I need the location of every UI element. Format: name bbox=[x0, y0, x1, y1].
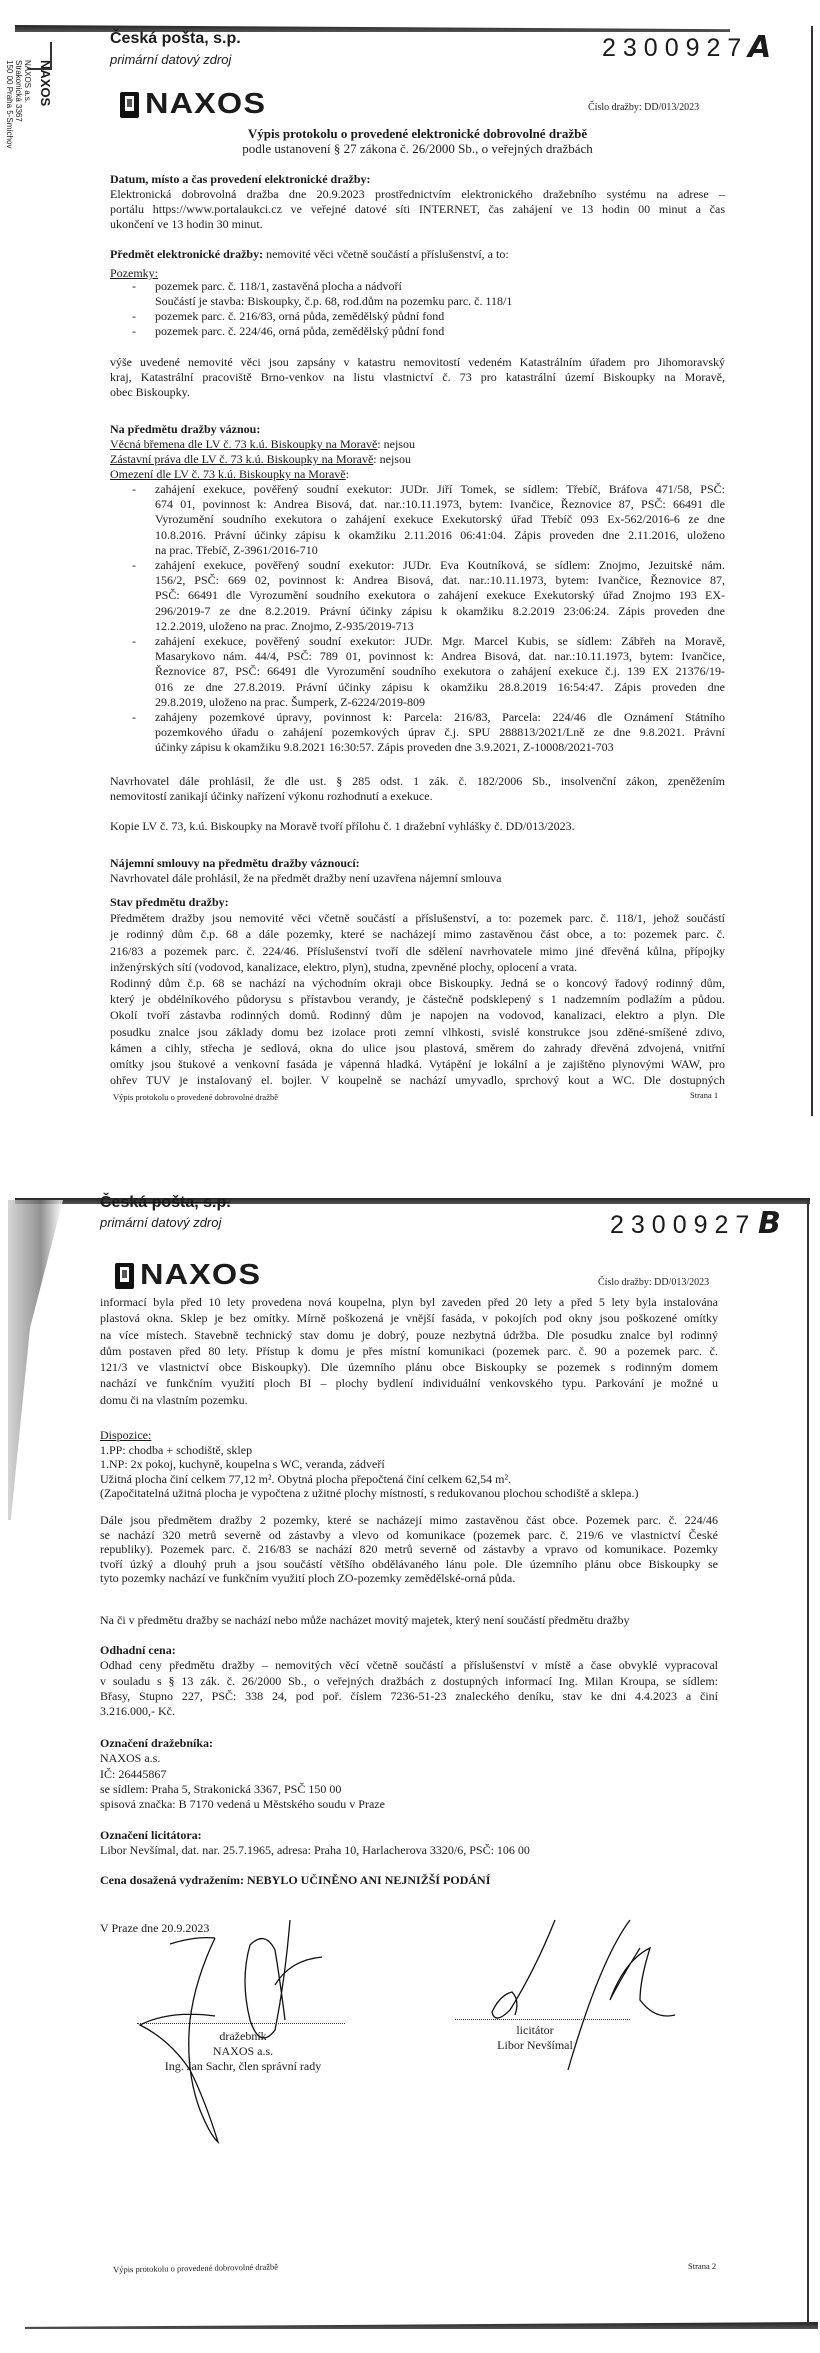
text-line: dům postaven před 80 lety. Přístup k domu je přes místní komunikaci (pozemek parc. č. 90 a pozemek parc. č. bbox=[100, 1343, 718, 1358]
document-number: 2300927 bbox=[610, 1211, 757, 1239]
list-item bbox=[110, 710, 725, 756]
text-line: nemovitostí zanikají účinky nařízení výkonu rozhodnutí a exekuce. bbox=[110, 789, 433, 803]
list-item bbox=[110, 324, 725, 339]
auction-number: Číslo dražby: DD/013/2023 bbox=[588, 102, 700, 113]
text-line: 121/3 ve vlastnictví obce Biskoupky). Dle územního plánu obce Biskoupky se pozemek s rodinným domem bbox=[100, 1360, 718, 1375]
document-title bbox=[110, 126, 725, 156]
insolvency-paragraph bbox=[110, 774, 725, 804]
logo-mark-icon bbox=[120, 92, 139, 118]
section-heading: Předmět elektronické dražby: bbox=[110, 247, 264, 261]
text-line: 12.2.2019, uloženo na prac. Znojmo, Z-935/2019-713 bbox=[155, 618, 414, 633]
text-line: tvoří úzký a dlouhý pruh a jsou součástí většího obdělávaného lánu pole. Dle územního plánu obce Biskoupky se bbox=[100, 1556, 718, 1571]
text-line: zahájení exekuce, pověřený soudní exekutor: JUDr. Jiří Tomek, se sídlem: Třebíč, Bráfova 471/58, PSČ: bbox=[155, 482, 725, 496]
section-heading: Odhadní cena: bbox=[100, 1643, 176, 1657]
text-line: obec Biskoupky. bbox=[110, 385, 190, 399]
text-line: který je obdélníkového půdorysu s přístavbou verandy, je částečně podsklepený s 1 nadzemním podlažím a půdou. bbox=[110, 992, 725, 1007]
sign-role: licitátor bbox=[516, 2023, 554, 2037]
text-line: ohřev TUV je instalovaný el. bojler. V koupelně se nachází umyvadlo, sprchový kout a WC. Dle dostupných bbox=[110, 1073, 725, 1088]
bullet-marker: - bbox=[132, 309, 136, 323]
stamp-frame bbox=[28, 42, 52, 70]
section-subject bbox=[110, 247, 725, 262]
text-line: inženýrských sítí (vodovod, kanalizace, elektro, plyn), studna, zpevněné plochy, oplocení a vrata. bbox=[110, 959, 578, 974]
text-line: republiky). Pozemek parc. č. 216/83 se nachází 820 metrů severně od zástavby a vpravo od komunikace. Pozemky bbox=[100, 1542, 718, 1557]
post-name: Česká pošta, s.p. bbox=[100, 1194, 231, 1211]
text-line: Rodinný dům č.p. 68 se nachází na východním okraji obce Biskoupky. Jedná se o koncový řadový rodinný dům, bbox=[110, 976, 725, 991]
text-line: kámen a cihly, střecha je sedlová, okna do ulice jsou plastová, směrem do zahrady dřevěná zdvojená, vnitřní bbox=[110, 1040, 725, 1055]
document-number: 2300927 bbox=[602, 34, 749, 62]
text-line: účinky zápisu k okamžiku 9.8.2021 16:30:57. Zápis proveden dne 3.9.2021, Z-10008/2021-703 bbox=[155, 740, 614, 755]
company-stamp bbox=[5, 60, 52, 149]
plots-label: Pozemky: bbox=[110, 266, 158, 280]
page-border bbox=[811, 26, 813, 1116]
text-line: IČ: 26445867 bbox=[100, 1766, 167, 1781]
text-line: 29.8.2019, uloženo na prac. Šumperk, Z-6224/2019-809 bbox=[155, 694, 425, 709]
plots-list bbox=[110, 279, 725, 339]
section-heading: Datum, místo a čas provedení elektronické dražby: bbox=[110, 172, 371, 186]
title-main: Výpis protokolu o provedené elektronické dobrovolné dražbě bbox=[247, 126, 588, 141]
section-heading: Označení licitátora: bbox=[100, 1828, 202, 1842]
plots-paragraph bbox=[100, 1513, 718, 1586]
text-line: se nachází 320 metrů severně od zástavby a vlevo od komunikace (pozemek parc. č. 219/6 ve vlastnictví České bbox=[100, 1527, 718, 1542]
title-sub: podle ustanovení § 27 zákona č. 26/2000 Sb., o veřejných dražbách bbox=[242, 141, 593, 156]
bullet-marker: - bbox=[132, 324, 136, 338]
text-line: v souladu s § 13 zák. č. 26/2000 Sb., o veřejných dražbách z dostupných informací Ing. Milan Kroupa, se sídlem: bbox=[100, 1673, 718, 1688]
text-line: Na či v předmětu dražby se nachází nebo může nacházet movitý majetek, který není součástí předmětu dražby bbox=[100, 1613, 630, 1627]
section-heading: Stav předmětu dražby: bbox=[110, 895, 229, 909]
text-line: 1.PP: chodba + schodiště, sklep bbox=[100, 1442, 253, 1457]
text-line: Odhad ceny předmětu dražby – nemovitých věcí včetně součástí a příslušenství v místě a čase obvyklé vypracoval bbox=[100, 1658, 718, 1673]
section-valuation bbox=[100, 1643, 718, 1719]
achieved-price bbox=[100, 1873, 718, 1888]
text-line: 10.8.2016. Právní účinky zápisu k okamžiku 2.11.2016 06:41:04. Zápis proveden dne 2.11.2016, uloženo bbox=[155, 527, 725, 542]
text-line: Navrhovatel dále prohlásil, že dle ust. § 285 odst. 1 zák. č. 182/2006 Sb., insolvenční zákon, zpeněžením bbox=[110, 774, 725, 788]
text-line: ukončení ve 13 hodin 30 minut. bbox=[110, 217, 263, 231]
text-line: 3.216.000,- Kč. bbox=[100, 1704, 175, 1719]
encumbrance-row bbox=[110, 452, 725, 467]
price-label: Cena dosažená vydražením: bbox=[100, 1873, 244, 1887]
text-line: Užitná plocha činí celkem 77,12 m². Obytná plocha přepočtená činí celkem 62,54 m². bbox=[100, 1471, 512, 1486]
section-auctioneer bbox=[100, 1736, 718, 1812]
condition-continued bbox=[100, 1294, 718, 1408]
text-line: pozemkového úřadu o zahájení pozemkových úprav č.j. SPU 288813/2021/Lně ze dne 9.8.2021. Právní bbox=[155, 725, 725, 740]
sign-company: NAXOS a.s. bbox=[212, 2044, 274, 2058]
row-value: : nejsou bbox=[373, 452, 411, 466]
signature-licitator bbox=[0, 1900, 820, 2100]
section-licitator bbox=[100, 1828, 718, 1859]
bullet-marker: - bbox=[132, 634, 136, 649]
section-encumbrances bbox=[110, 422, 725, 482]
text-line: zahájení exekuce, pověřený soudní exekutor: JUDr. Eva Koutníková, se sídlem: Znojmo, Jezuitské nám. bbox=[155, 558, 725, 573]
encumbrance-row bbox=[110, 437, 725, 452]
page-letter: B bbox=[758, 1206, 781, 1241]
signature-line-right bbox=[455, 2019, 630, 2020]
footer-title: Výpis protokolu o provedené dobrovolné dražbě bbox=[112, 2261, 279, 2275]
text-line: portálu https://www.portalaukci.cz ve veřejné datové síti INTERNET, čas zahájení ve 13 hodin 00 minut a čas bbox=[110, 202, 725, 216]
logo-mark-icon bbox=[115, 1263, 134, 1289]
logo-text: NAXOS bbox=[145, 88, 267, 120]
place-date: V Praze dne 20.9.2023 bbox=[100, 1921, 210, 1935]
text-line: plastová okna. Sklep je bez omítky. Mírně poškozená je vnější fasáda, v pokojích pod okny jsou poškozené omítky bbox=[100, 1311, 718, 1326]
restrictions-list bbox=[110, 482, 725, 756]
text-line: (Započitatelná užitná plocha je vypočtena z užitné plochy místností, s redukovanou plochou schodiště a sklepa.) bbox=[100, 1486, 639, 1501]
page-border bbox=[807, 1198, 809, 2328]
logo-text: NAXOS bbox=[140, 1259, 262, 1291]
bullet-marker: - bbox=[132, 710, 136, 725]
text-line: PSČ: 66491 dle Vyrozumění soudního exekutora o zahájení exekuce Exekutorský úřad Znojmo 193 EX- bbox=[155, 588, 725, 603]
list-item bbox=[110, 309, 725, 324]
section-date-place bbox=[110, 172, 725, 232]
section-text: nemovité věci včetně součástí a příslušenství, a to: bbox=[263, 247, 509, 261]
scan-edge bbox=[25, 2322, 818, 2329]
sign-person: Ing. Jan Sachr, člen správní rady bbox=[164, 2059, 322, 2073]
list-item bbox=[110, 634, 725, 710]
text-line: Okolí tvoří zástavba rodinných domů. Rodinný dům je napojen na vodovod, kanalizaci, elektro a plyn. Dle bbox=[110, 1008, 725, 1023]
bullet-marker: - bbox=[132, 279, 136, 293]
text-line: posudku znalce jsou základy domu bez izolace proti zemní vlhkosti, svislé konstrukce jsou zděné-smíšené zdivo, bbox=[110, 1024, 725, 1039]
section-leases bbox=[110, 856, 725, 886]
cadastre-paragraph bbox=[110, 355, 725, 400]
row-value: : bbox=[345, 467, 349, 481]
sign-person: Libor Nevšímal bbox=[497, 2038, 573, 2052]
post-name: Česká pošta, s.p. bbox=[110, 30, 241, 47]
stamp-line: Strakonická 3367 bbox=[14, 60, 23, 122]
row-value: : nejsou bbox=[377, 437, 415, 451]
section-layout bbox=[100, 1428, 718, 1501]
copy-paragraph bbox=[110, 819, 725, 834]
text-line: na prac. Třebíč, Z-3961/2016-710 bbox=[155, 542, 318, 557]
scan-shadow bbox=[8, 1200, 63, 1520]
text-line: výše uvedené nemovité věci jsou zapsány v katastru nemovitostí vedeném Katastrálním úřadem pro Jihomoravský bbox=[110, 355, 725, 369]
text-line: Dále jsou předmětem dražby 2 pozemky, které se nacházejí mimo zastavěnou část obce. Pozemek parc. č. 224/46 bbox=[100, 1513, 718, 1527]
page-number: Strana 2 bbox=[688, 2261, 717, 2271]
data-source: primární datový zdroj bbox=[110, 52, 232, 67]
row-label: Věcná břemena dle LV č. 73 k.ú. Biskoupky na Moravě bbox=[110, 437, 378, 451]
price-value: NEBYLO UČINĚNO ANI NEJNIŽŠÍ PODÁNÍ bbox=[244, 1873, 491, 1887]
text-line: pozemek parc. č. 118/1, zastavěná plocha a nádvoří bbox=[155, 279, 402, 293]
text-line: 216/83 a pozemek parc. č. 224/46. Příslušenství tvoří dle sdělení navrhovatele mimo jiné dřevěná kůlna, přípojky bbox=[110, 943, 725, 958]
text-line: Elektronická dobrovolná dražba dne 20.9.2023 prostřednictvím elektronického dražebního systému na adrese – bbox=[110, 187, 725, 201]
encumbrance-row bbox=[110, 467, 725, 482]
text-line: pozemek parc. č. 216/83, orná půda, zemědělský půdní fond bbox=[155, 309, 445, 323]
row-label: Zástavní práva dle LV č. 73 k.ú. Biskoupky na Moravě bbox=[110, 452, 374, 466]
list-item bbox=[110, 558, 725, 634]
bullet-marker: - bbox=[132, 482, 136, 496]
auction-number: Číslo dražby: DD/013/2023 bbox=[598, 1277, 710, 1288]
text-line: domu či na vlastním pozemku. bbox=[100, 1392, 248, 1407]
text-line: omítky jsou štukové a venkovní fasáda je vápenná hladká. Vytápění je lokální a je zajištěno plynovými WAW, pro bbox=[110, 1057, 725, 1072]
text-line: Kopie LV č. 73, k.ú. Biskoupky na Moravě tvoří přílohu č. 1 dražební vyhlášky č. DD/013/2023. bbox=[110, 819, 575, 833]
page-number: Strana 1 bbox=[690, 1090, 719, 1100]
stamp-name: NAXOS bbox=[38, 60, 53, 107]
movables-paragraph bbox=[100, 1613, 718, 1628]
stamp-line: 150 00 Praha 5-Smíchov bbox=[5, 60, 14, 149]
text-line: na více místech. Stavebně technický stav domu je dobrý, pouze nezbytná údržba. Dle posudku znalce byl rodinný bbox=[100, 1327, 718, 1342]
text-line: je rodinný dům č.p. 68 a dále pozemky, které se nacházejí mimo zastavěnou část obce, a to: pozemek parc. č. bbox=[110, 927, 725, 942]
sign-role: dražebník bbox=[219, 2029, 267, 2043]
text-line: se sídlem: Praha 5, Strakonická 3367, PSČ 150 00 bbox=[100, 1781, 342, 1796]
text-line: 1.NP: 2x pokoj, kuchyně, koupelna s WC, veranda, zádveří bbox=[100, 1457, 385, 1472]
section-heading: Na předmětu dražby váznou: bbox=[110, 422, 261, 436]
naxos-logo bbox=[115, 1259, 262, 1292]
text-line: Předmětem dražby jsou nemovité věci včetně součástí a příslušenství, a to: pozemek parc. č. 118/1, jehož součástí bbox=[110, 911, 725, 926]
text-line: 296/2019-7 ze dne 8.2.2019. Právní účinky zápisu k okamžiku 8.2.2019 23:06:24. Zápis proveden dne bbox=[155, 603, 725, 618]
text-line: tyto pozemky nachází ve funkčním využití ploch ZO-pozemky zemědělské-orná půda. bbox=[100, 1571, 516, 1586]
text-line: Navrhovatel dále prohlásil, že na předmět dražby není uzavřena nájemní smlouva bbox=[110, 871, 502, 885]
text-line: 156/2, PSČ: 669 02, povinnost k: Andrea Bisová, dat. nar.:10.11.1973, bytem: Ivančice, Řeznovice 87, bbox=[155, 573, 725, 588]
list-item bbox=[110, 279, 725, 309]
text-line: NAXOS a.s. bbox=[100, 1751, 161, 1766]
text-line: kraj, Katastrální pracoviště Brno-venkov na listu vlastnictví č. 73 pro katastrální území Biskoupky na Moravě, bbox=[110, 370, 725, 384]
bullet-marker: - bbox=[132, 558, 136, 573]
text-line: 674 01, povinnost k: Andrea Bisová, dat. nar.:10.11.1973, bytem: Ivančice, Řeznovice 87, PSČ: 66491 dle bbox=[155, 497, 725, 512]
footer-title: Výpis protokolu o provedené dobrovolné dražbě bbox=[113, 1092, 278, 1102]
text-line: Břasy, Stupno 227, PSČ: 338 24, pod poř. číslem 7236-51-23 znaleckého deníku, stav ke dni 4.4.2023 a činí bbox=[100, 1688, 718, 1703]
signature-line-left bbox=[137, 2023, 345, 2024]
layout-label: Dispozice: bbox=[100, 1428, 152, 1442]
text-line: 016 ze dne 27.8.2019. Právní účinky zápisu k okamžiku 28.8.2019 16:54:47. Zápis proveden dne bbox=[155, 679, 725, 694]
text-line: pozemek parc. č. 224/46, orná půda, zemědělský půdní fond bbox=[155, 324, 445, 338]
section-heading: Nájemní smlouvy na předmětu dražby váznoucí: bbox=[110, 856, 360, 870]
row-label: Omezení dle LV č. 73 k.ú. Biskoupky na Moravě bbox=[110, 467, 346, 481]
section-condition bbox=[110, 894, 725, 1088]
data-source: primární datový zdroj bbox=[100, 1215, 222, 1230]
text-line: Řeznovice 87, PSČ: 66491 dle Vyrozumění soudního exekutora o zahájení exekuce č.j. 139 EX 21376/19- bbox=[155, 664, 725, 679]
text-line: Libor Nevšímal, dat. nar. 25.7.1965, adresa: Praha 10, Harlacherova 3320/6, PSČ: 106 00 bbox=[100, 1843, 530, 1858]
text-line: spisová značka: B 7170 vedená u Městského soudu v Praze bbox=[100, 1797, 385, 1812]
text-line: zahájení exekuce, pověřený soudní exekutor: JUDr. Mgr. Marcel Kubis, se sídlem: Zábřeh na Moravě, bbox=[155, 634, 725, 649]
text-line: informací byla před 10 lety provedena nová koupelna, plyn byl zaveden před 20 lety a před 5 lety byla instalována bbox=[100, 1295, 718, 1309]
page-letter: A bbox=[748, 30, 772, 65]
text-line: Vyrozumění soudního exekutora o zahájení exekuce Exekutorský úřad Třebíč 093 Ex-562/2016-6 ze dne bbox=[155, 512, 725, 527]
text-line: Součástí je stavba: Biskoupky, č.p. 68, rod.dům na pozemku parc. č. 118/1 bbox=[155, 294, 513, 308]
naxos-logo bbox=[120, 88, 267, 121]
licitator-signature-caption bbox=[497, 2023, 573, 2053]
text-line: nachází ve funkčním využití ploch BI – plochy bydlení individuální venkovského typu. Parkování je možné u bbox=[100, 1376, 718, 1391]
auctioneer-signature-caption bbox=[165, 2029, 321, 2074]
text-line: zahájeny pozemkové úpravy, povinnost k: Parcela: 216/83, Parcela: 224/46 dle Oznámení Státního bbox=[155, 710, 725, 725]
text-line: Masarykovo nám. 44/4, PSČ: 789 01, povinnost k: Andrea Bisová, dat. nar.:10.11.1973, bytem: Ivančice, bbox=[155, 649, 725, 664]
section-heading: Označení dražebníka: bbox=[100, 1736, 213, 1750]
stamp-line: NAXOS a.s. bbox=[23, 60, 32, 104]
list-item bbox=[110, 482, 725, 558]
